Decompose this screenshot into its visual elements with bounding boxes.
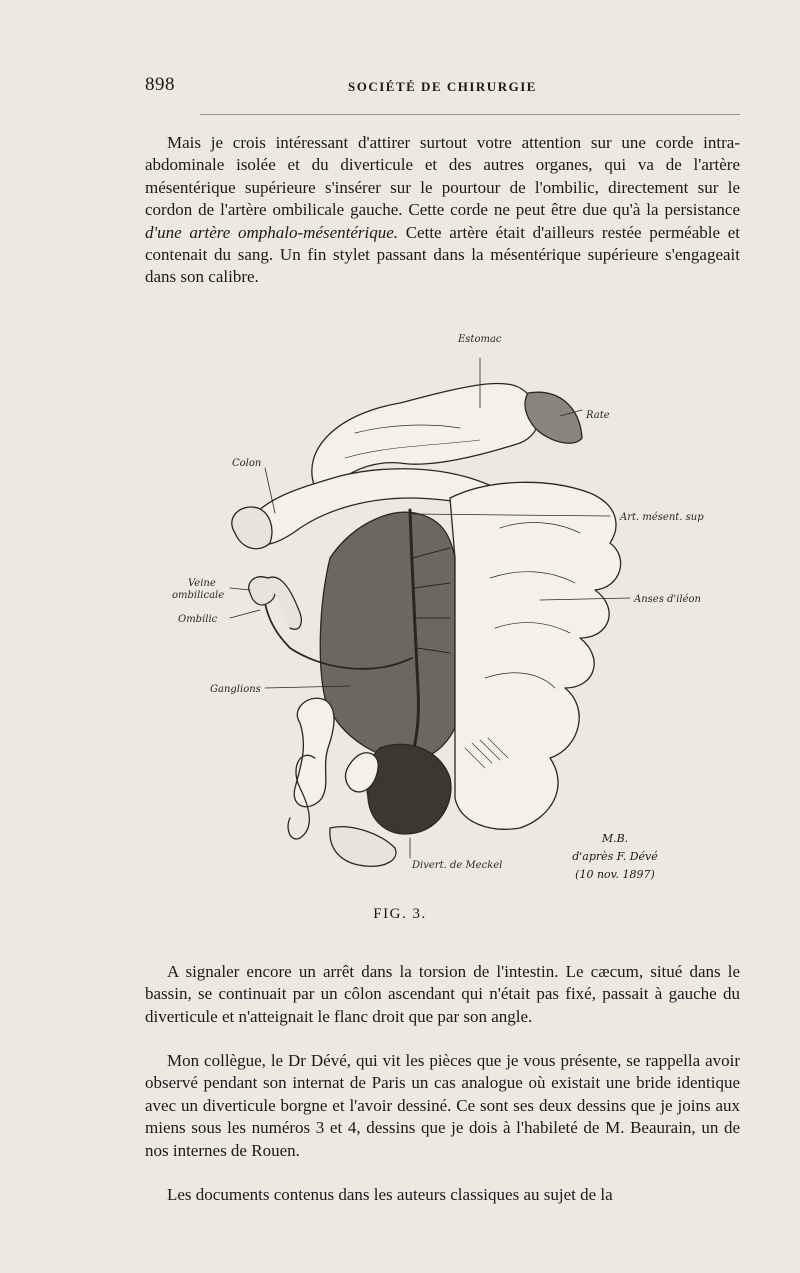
label-art-mesent: Art. mésent. sup bbox=[620, 512, 704, 523]
paragraph-1 bbox=[145, 132, 740, 289]
mesentery-dark bbox=[320, 512, 455, 762]
label-colon: Colon bbox=[232, 458, 262, 469]
paragraph-4: Les documents contenus dans les auteurs classiques au sujet de la bbox=[167, 1185, 613, 1204]
paragraph-1-text-a: Mais je crois intéressant d'attirer surtout votre attention sur une corde intra-abdominale isolée et du diverticule et des autres organes, qui va de l'artère mésentérique supérieure s'insérer sur le pourtour de l'ombilic, directement sur le cordon de l'artère ombilicale gauche. Cette corde ne peut être due qu'à la persistance bbox=[145, 133, 740, 220]
signature-line-1: M.B. bbox=[601, 832, 629, 845]
label-divert: Divert. de Meckel bbox=[412, 860, 503, 871]
paragraph-1-text-b: Cette artère était d'ailleurs restée perméable et contenait du sang. Un fin stylet passant dans la mésentérique supérieure s'engageait dans son calibre. bbox=[145, 222, 740, 287]
label-ombilic: Ombilic bbox=[178, 614, 218, 625]
figure-caption: FIG. 3. bbox=[373, 906, 427, 922]
label-ombilicale: ombilicale bbox=[172, 590, 225, 601]
paragraph-1-italic: d'une artère omphalo-mésentérique. bbox=[145, 222, 399, 242]
running-head: SOCIÉTÉ DE CHIRURGIE bbox=[348, 79, 537, 94]
label-estomac: Estomac bbox=[458, 334, 502, 345]
label-ganglions: Ganglions bbox=[210, 684, 261, 695]
anatomical-figure bbox=[150, 328, 740, 898]
meckel-diverticulum bbox=[367, 744, 451, 834]
paragraph-3: Mon collègue, le Dr Dévé, qui vit les pièces que je vous présente, se rappella avoir observé pendant son internat de Paris un cas analogue où existait une bride identique avec un diverticule borgne et l'avoir dessiné. Ce sont ses deux dessins que je joins aux miens sous les numéros 3 et 4, dessins que je dois à l'habileté de M. Beaurain, un de nos internes de Rouen. bbox=[145, 1051, 740, 1160]
label-anses: Anses d'iléon bbox=[634, 594, 701, 605]
header-rule bbox=[200, 114, 740, 115]
page-header bbox=[145, 74, 745, 98]
label-veine: Veine bbox=[188, 578, 216, 589]
page-number: 898 bbox=[145, 74, 175, 95]
paragraph-2: A signaler encore un arrêt dans la torsion de l'intestin. Le cæcum, situé dans le bassin, se continuait par un côlon ascendant qui n'était pas fixé, passait à gauche du diverticule et n'atteignait le flanc droit que par son angle. bbox=[145, 962, 740, 1026]
anatomy-drawing bbox=[150, 328, 740, 898]
signature-line-2: d'après F. Dévé bbox=[572, 850, 658, 863]
spleen-shape bbox=[525, 392, 582, 443]
ileal-loops bbox=[450, 482, 621, 829]
figure-signature bbox=[560, 830, 670, 884]
label-rate: Rate bbox=[586, 410, 610, 421]
signature-line-3: (10 nov. 1897) bbox=[575, 868, 655, 881]
